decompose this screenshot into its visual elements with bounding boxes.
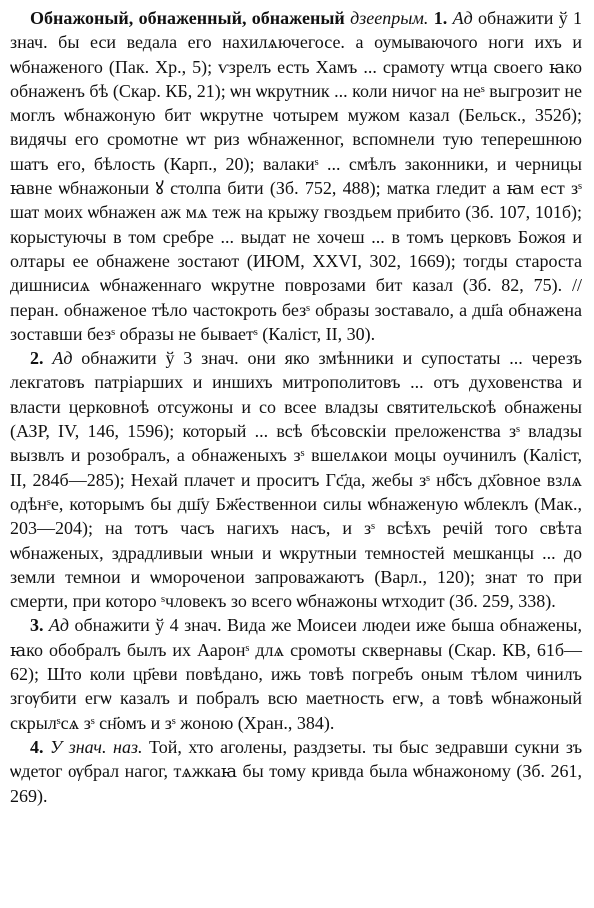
sense-text-3: обнажити ў 4 знач. Вида же Моисеи людеи иже быша обнажены, ꙗко обобралъ былъ их Ааронˢ длѧ сромоты сквернавы (Скар. КВ, 61б—62); Што коли цр҃еви повѣдано, ижь товѣ погребъ оным тѣлом чинилъ згѹбити егѡ казалъ и побралъ всю маетность егѡ, а товѣ ѡбнажоный скрылˢсѧ зˢ сн҃омъ и зˢ жоною (Хран., 384).: [10, 615, 582, 733]
entry-paragraph-3: [10, 613, 582, 734]
sense-number-2: 2.: [30, 348, 44, 369]
sense-text-2: обнажити ў 3 знач. они яко змѣнники и супостаты ... черезъ лекгатовъ патріарших и иншихъ митрополитовъ ... отъ духовенства и власти церковноѣ отсужоны и со всее владзы святительскоѣ обнажены (АЗР, IV, 146, 1596); который ... всѣ бѣсовскіи преложенства зˢ владзы вызвлъ и розобралъ, а обнаженыхъ зˢ вшелѧкои моцы оучинилъ (Каліст, II, 284б—285); Нехай плачет и проситъ Гс҃да, жебы зˢ нб҃съ дх҃овное взлѧ одѣнˢе, которымъ бы дш҃у Бж҃ественнои силы ѡбнаженую ѡблеклъ (Мак., 203—204); на тотъ часъ нагихъ насъ, и зˢ всѣхъ речій того свѣта ѡбнаженых, здрадливыи ѡныи и ѡкрутныи темностей мешканцы ... до земли темнои и ѡмороченои запроважаютъ (Варл., 120); знат то при смерти, при которо ˢчловекъ зо всего ѡбнажоны ѡтходит (Зб. 259, 338).: [10, 348, 582, 612]
entry-paragraph-1: [10, 6, 582, 346]
sense-number-1: 1.: [433, 8, 448, 28]
sense-text-1: обнажити ў 1 знач. бы еси ведала его нахилѧючегосе. а оумываючого ноги ихъ и ѡбнаженого (Пак. Хр., 5); ѵзрелъ есть Хамъ ... срамоту ѡтца своего ꙗко обнаженъ бѣ (Скар. КБ, 21); ѡн ѡкрутник ... коли ничог на неˢ выгрозит не моглъ ѡбнажоную бит ѡкрутне чотырем мужом казал (Бельск., 352б); видячы его сромотне ѡт риз ѡбнаженног, вспомнели тую теперешнюю шатъ его, бѣлость (Карп., 20); валакиˢ ... смѣлъ законники, и черницы ꙗвне ѡбнажоныи ꙋ столпа бити (Зб. 752, 488); матка гледит а ꙗм ест зˢ шат моих ѡбнажен аж мѧ теж на крыжу гвоздьем прибито (Зб. 107, 101б); корыстуючы в том сребре ... выдат не хочеш ... в томъ церковъ Божоя и олтары ее обнажене зостают (ИЮМ, XXVI, 302, 1669); тогды староста дишнисиѧ ѡбнаженнаго ѡкрутне поврозами бит казал (Зб. 82, 75). // перан. обнаженое тѣло частокроть безˢ образы зоставало, а дш҃а обнажена зоставши безˢ образы не бываетˢ (Каліст, II, 30).: [10, 8, 583, 344]
sense-label-3: Ад: [48, 615, 70, 636]
sense-label-1: Ад: [452, 8, 473, 28]
sense-number-3: 3.: [30, 615, 44, 636]
sense-number-4: 4.: [30, 736, 44, 757]
sense-label-4: У знач. наз.: [50, 736, 143, 757]
entry-headword: Обнажоный, обнаженный, обнаженый: [30, 8, 345, 28]
entry-paragraph-4: [10, 735, 582, 808]
sense-label-2: Ад: [52, 348, 73, 369]
part-of-speech: дзеепрым.: [350, 8, 429, 28]
entry-paragraph-2: [10, 346, 582, 613]
sense-text-4: Той, хто аголены, раздзеты. ты быс зедравши сукни зъ ѡдетог ѹбрал нагог, тѧжкаꙗ бы тому кривда была ѡбнажоному (Зб. 261, 269).: [10, 736, 582, 806]
